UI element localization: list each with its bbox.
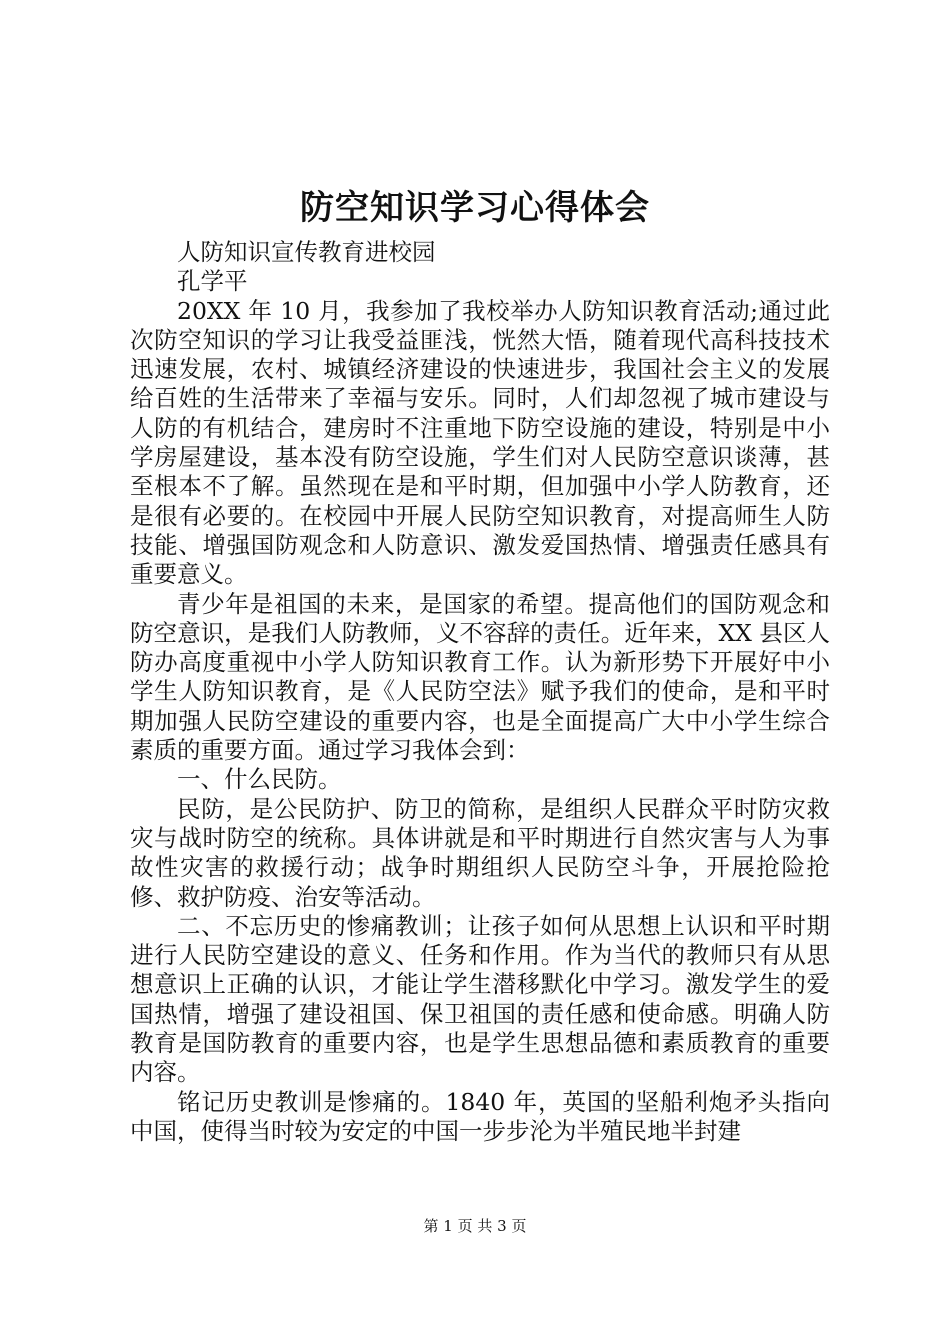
page-footer: 第 1 页 共 3 页 <box>423 1217 527 1235</box>
document-title: 防空知识学习心得体会 <box>300 188 650 228</box>
body-paragraph: 铭记历史教训是惨痛的。1840 年，英国的坚船利炮矛头指向中国，使得当时较为安定的中国一步步沦为半殖民地半封建 <box>130 1087 830 1145</box>
body-paragraph: 民防，是公民防护、防卫的简称，是组织人民群众平时防灾救灾与战时防空的统称。具体讲就是和平时期进行自然灾害与人为事故性灾害的救援行动；战争时期组织人民防空斗争，开展抢险抢修、救护防疫、治安等活动。 <box>130 794 830 911</box>
body-paragraph: 二、不忘历史的惨痛教训；让孩子如何从思想上认识和平时期进行人民防空建设的意义、任务和作用。作为当代的教师只有从思想意识上正确的认识，才能让学生潜移默化中学习。激发学生的爱国热情，增强了建设祖国、保卫祖国的责任感和使命感。明确人防教育是国防教育的重要内容，也是学生思想品德和素质教育的重要内容。 <box>130 911 830 1087</box>
section-heading: 一、什么民防。 <box>177 765 342 794</box>
body-paragraph: 青少年是祖国的未来，是国家的希望。提高他们的国防观念和防空意识，是我们人防教师，义不容辞的责任。近年来，XX 县区人防办高度重视中小学人防知识教育工作。认为新形势下开展好中小学生人防知识教育，是《人民防空法》赋予我们的使命，是和平时期加强人民防空建设的重要内容，也是全面提高广大中小学生综合素质的重要方面。通过学习我体会到： <box>130 589 830 765</box>
document-body <box>130 238 830 1146</box>
subtitle-line: 人防知识宣传教育进校园 <box>177 238 436 266</box>
body-paragraph: 20XX 年 10 月，我参加了我校举办人防知识教育活动;通过此次防空知识的学习让我受益匪浅，恍然大悟，随着现代高科技技术迅速发展，农村、城镇经济建设的快速进步，我国社会主义的发展给百姓的生活带来了幸福与安乐。同时，人们却忽视了城市建设与人防的有机结合，建房时不注重地下防空设施的建设，特别是中小学房屋建设，基本没有防空设施，学生们对人民防空意识谈薄，甚至根本不了解。虽然现在是和平时期，但加强中小学人防教育，还是很有必要的。在校园中开展人民防空知识教育，对提高师生人防技能、增强国防观念和人防意识、激发爱国热情、增强责任感具有重要意义。 <box>130 296 830 589</box>
author-line: 孔学平 <box>177 267 248 296</box>
